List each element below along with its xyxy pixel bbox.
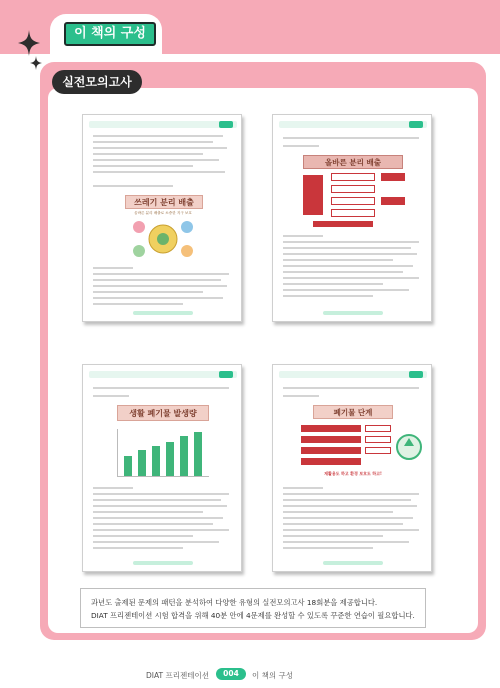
page-footer [0, 668, 500, 688]
thumbnail-subtitle: 올바른 분리 배출로 소중한 지구 보호 [134, 211, 192, 215]
recycle-diagram-icon [131, 217, 195, 261]
thumbnail-banner: 폐기물 단계 [313, 405, 393, 419]
footer-book-title: DIAT 프리젠테이션 [146, 671, 209, 680]
sample-page-thumbnail [272, 364, 432, 572]
thumbnail-banner: 쓰레기 분리 배출 [125, 195, 203, 209]
thumbnail-banner: 생활 폐기물 발생량 [117, 405, 209, 421]
page-number: 004 [216, 668, 246, 680]
description-box [80, 588, 426, 628]
section-chip: 실전모의고사 [52, 70, 142, 94]
thumbnail-caption: 재활용도 하고 환경 보호도 하고! [324, 471, 382, 476]
description-line-1: 과년도 출제된 문제의 패턴을 분석하여 다양한 유형의 실전모의고사 18회분을 제공합니다. [91, 598, 378, 607]
sample-page-thumbnail [82, 114, 242, 322]
sample-page-thumbnail [82, 364, 242, 572]
thumbnail-bar-chart [117, 429, 209, 477]
footer-section-title: 이 책의 구성 [252, 671, 293, 680]
recycle-badge-icon [395, 427, 423, 467]
page-title: 이 책의 구성 [64, 22, 156, 46]
thumbnail-banner: 올바른 분리 배출 [303, 155, 403, 169]
description-line-2: DIAT 프리젠테이션 시험 합격을 위해 40분 안에 4문제를 완성할 수 있도록 꾸준한 연습이 필요합니다. [91, 611, 415, 620]
sample-page-thumbnail [272, 114, 432, 322]
